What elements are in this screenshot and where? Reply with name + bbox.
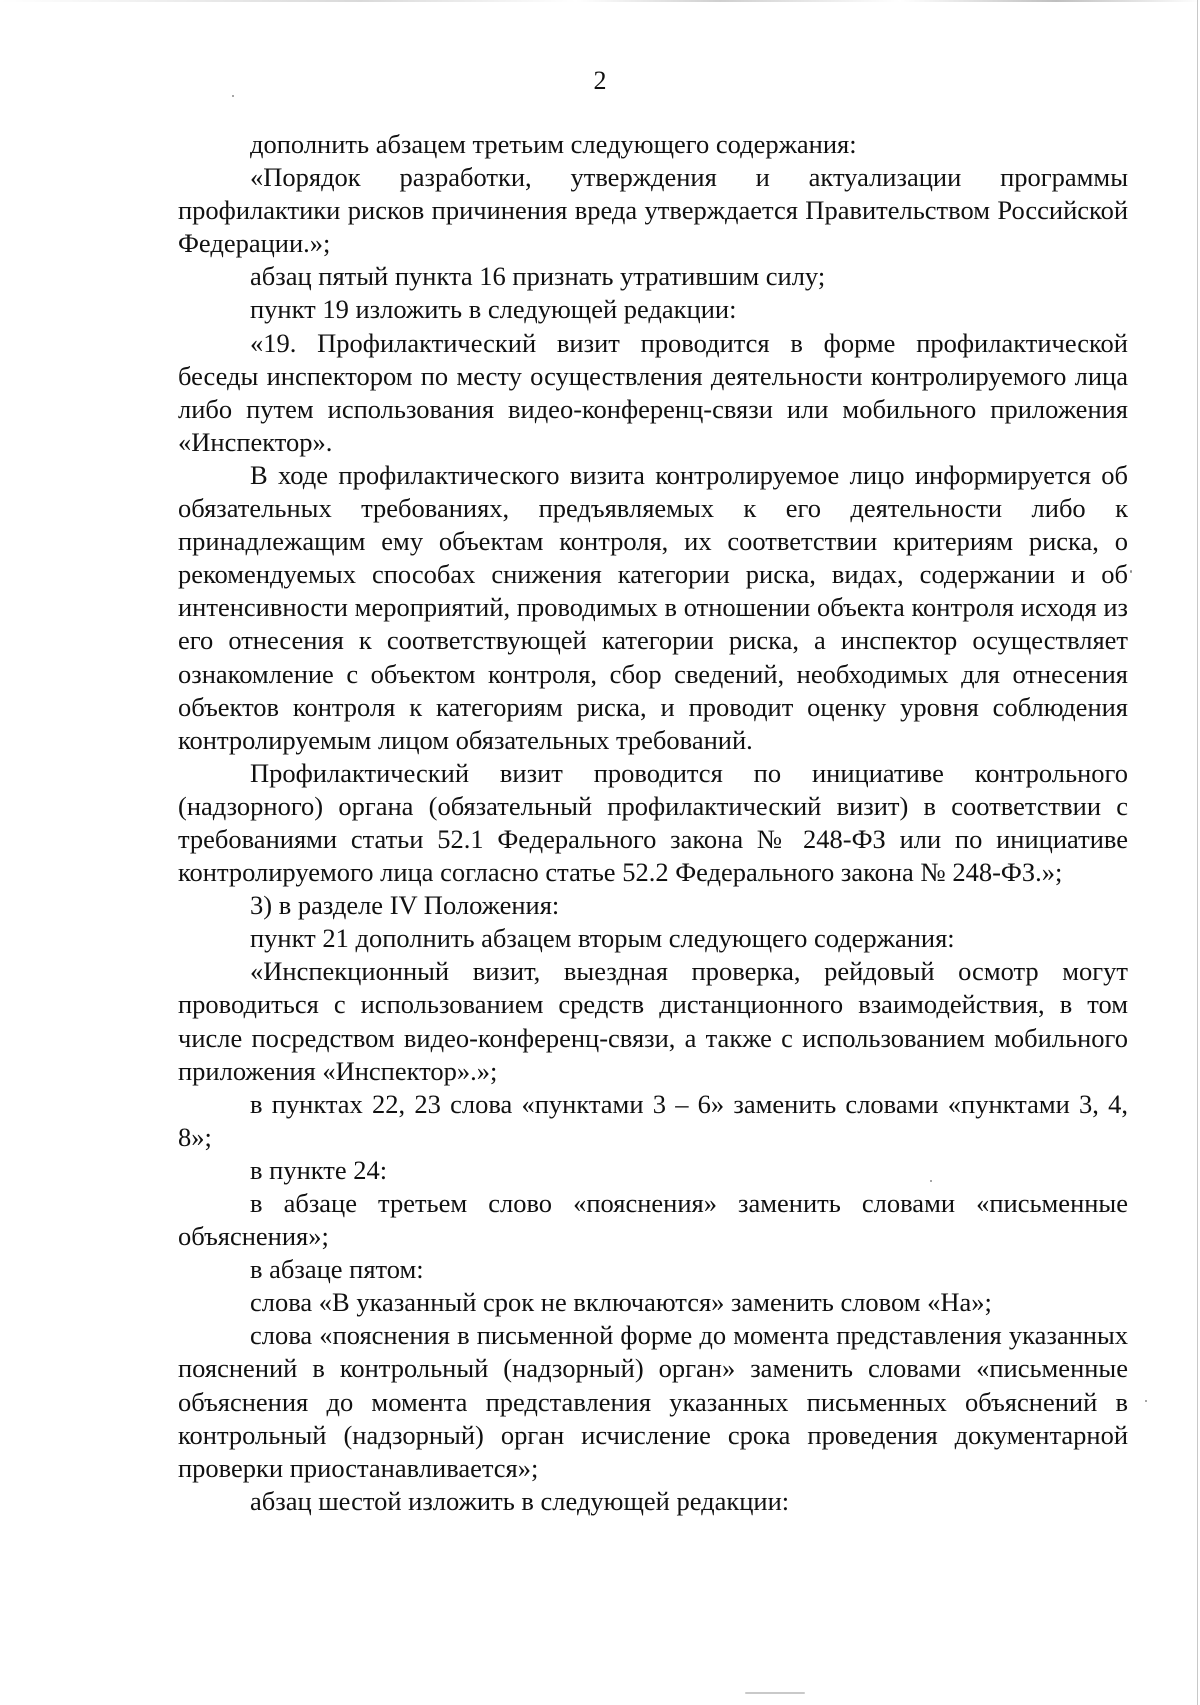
paragraph: дополнить абзацем третьим следующего содержания: (250, 129, 857, 159)
paragraph: 3) в разделе IV Положения: (250, 890, 560, 921)
paragraph: «Инспекционный визит, выездная проверка, рейдовый осмотр могут проводиться с использованием средств дистанционного взаимодействия, в том числе посредством видео-конференц-связи, а также с использованием мобильного приложения «Инспектор».»; (178, 956, 1128, 1086)
paragraph: абзац шестой изложить в следующей редакции: (250, 1485, 790, 1516)
scan-speck (1130, 570, 1132, 573)
scan-speck (232, 95, 234, 97)
paragraph: пункт 19 изложить в следующей редакции: (250, 294, 737, 325)
paragraph: В ходе профилактического визита контролируемое лицо информируется об обязательных требованиях, предъявляемых к его деятельности либо к принадлежащим ему объектам контроля, их соответствии критериям риска, о рекомендуемых способах снижения категории риска, видах, содержании и об интенсивности мероприятий, проводимых в отношении объекта контроля исходя из его отнесения к соответствующей категории риска, а инспектор осуществляет ознакомление с объектом контроля, сбор сведений, необходимых для отнесения объектов контроля к категориям риска, и проводит оценку уровня соблюдения контролируемым лицом обязательных требований. (178, 459, 1128, 755)
paragraph: «Порядок разработки, утверждения и актуализации программы профилактики рисков причинения вреда утверждается Правительством Российской Федерации.»; (178, 162, 1128, 259)
paragraph: в пункте 24: (250, 1154, 388, 1185)
paragraph: в пунктах 22, 23 слова «пунктами 3 – 6» заменить словами «пунктами 3, 4, 8»; (178, 1088, 1128, 1152)
scan-speck (745, 1692, 805, 1694)
scan-speck (1145, 1400, 1147, 1402)
paragraph: пункт 21 дополнить абзацем вторым следующего содержания: (250, 923, 955, 954)
document-body (178, 128, 1128, 1518)
paragraph: слова «пояснения в письменной форме до момента представления указанных пояснений в контрольный (надзорный) орган» заменить словами «письменные объяснения до момента представления указанных письменных объяснений в контрольный (надзорный) орган исчисление срока проведения документарной проверки приостанавливается»; (178, 1320, 1128, 1483)
paragraph: в абзаце третьем слово «пояснения» заменить словами «письменные объяснения»; (178, 1188, 1128, 1252)
paragraph: Профилактический визит проводится по инициативе контрольного (надзорного) органа (обязательный профилактический визит) в соответствии с требованиями статьи 52.1 Федерального закона № 248-ФЗ или по инициативе контролируемого лица согласно статье 52.2 Федерального закона № 248-ФЗ.»; (178, 757, 1128, 888)
scan-speck (930, 1180, 932, 1182)
paragraph: «19. Профилактический визит проводится в форме профилактической беседы инспектором по месту осуществления деятельности контролируемого лица либо путем использования видео-конференц-связи или мобильного приложения «Инспектор». (178, 327, 1128, 457)
paragraph: в абзаце пятом: (250, 1254, 424, 1285)
paragraph: абзац пятый пункта 16 признать утратившим силу; (250, 261, 826, 292)
scan-edge-top (0, 0, 1200, 2)
paragraph: слова «В указанный срок не включаются» заменить словом «На»; (250, 1287, 992, 1318)
page-number: 2 (593, 66, 607, 95)
scan-edge-right (1197, 0, 1198, 1705)
